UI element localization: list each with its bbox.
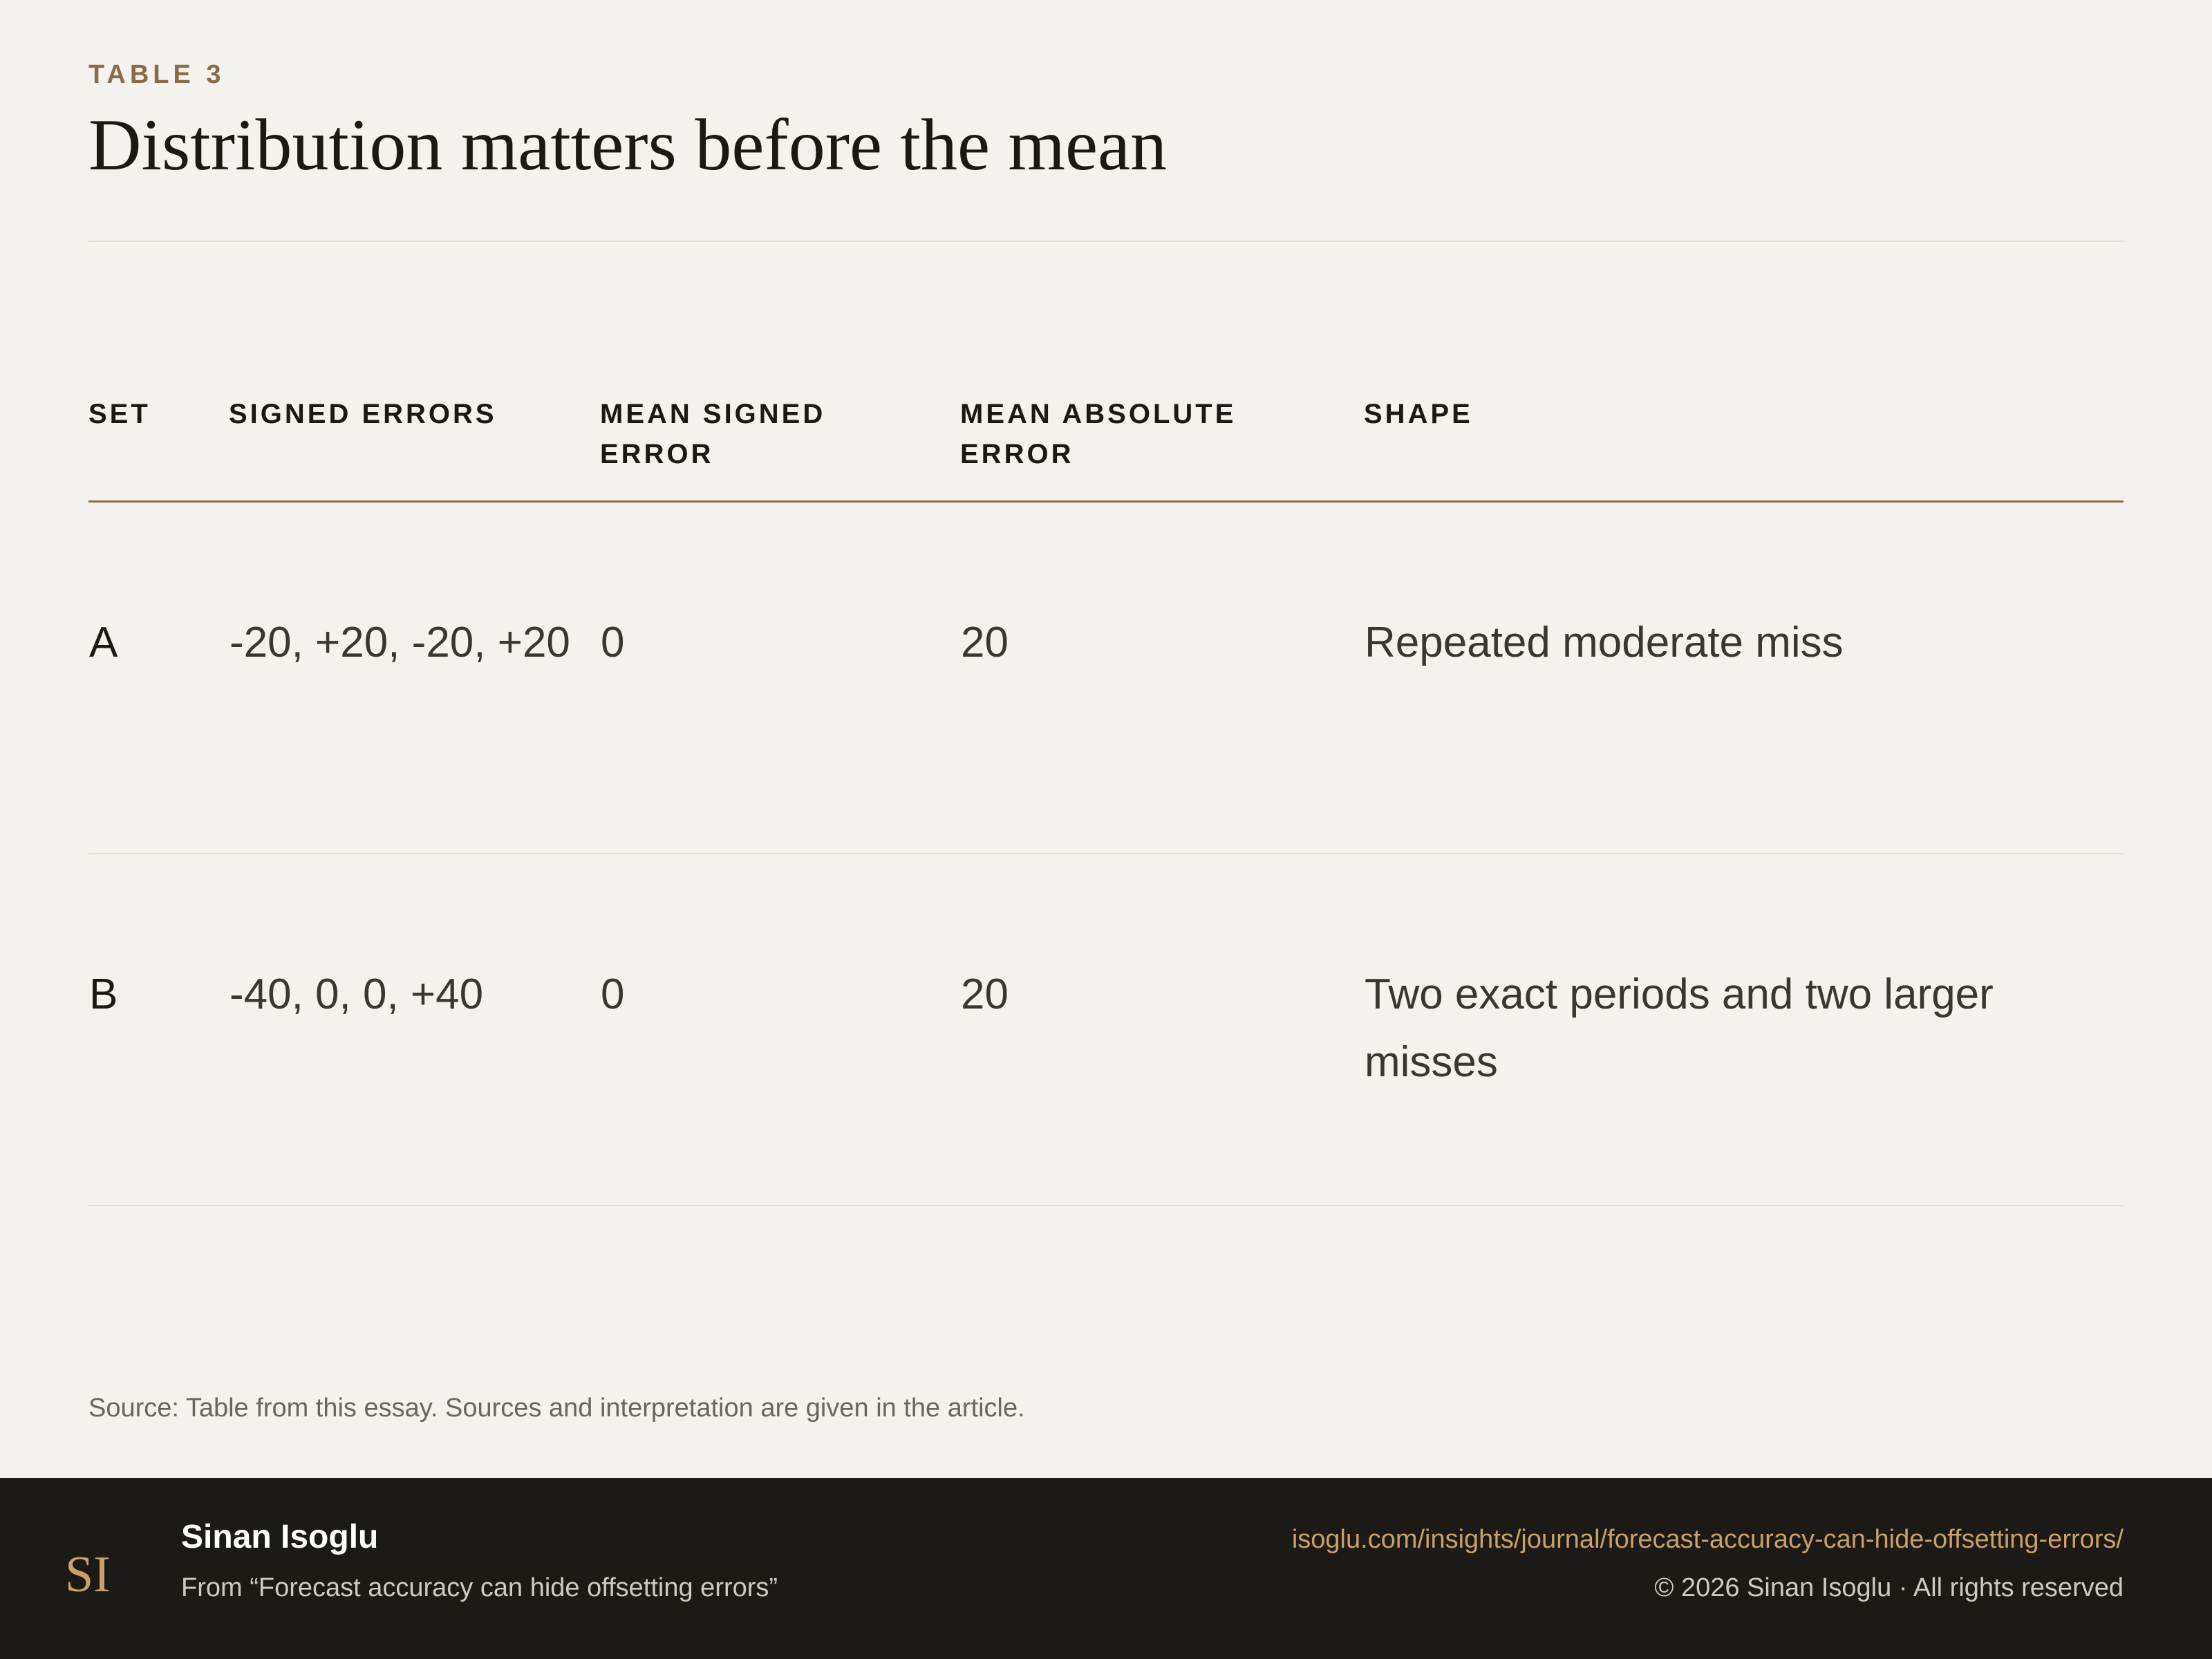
page-title: Distribution matters before the mean xyxy=(88,104,1168,185)
cell-signed-errors: -20, +20, -20, +20 xyxy=(229,502,600,854)
cell-mean-signed-error: 0 xyxy=(600,502,960,854)
cell-set: B xyxy=(88,854,229,1206)
article-reference: From “Forecast accuracy can hide offsetting errors” xyxy=(181,1573,778,1602)
table-label: TABLE 3 xyxy=(88,60,225,89)
cell-shape: Repeated moderate miss xyxy=(1364,502,2124,854)
error-table xyxy=(88,394,2124,1206)
copyright-notice: © 2026 Sinan Isoglu · All rights reserved xyxy=(1654,1573,2124,1602)
column-header-signed-errors: SIGNED ERRORS xyxy=(229,394,600,502)
cell-mean-signed-error: 0 xyxy=(600,854,960,1206)
column-header-mean-signed-error: MEAN SIGNED ERROR xyxy=(600,394,960,502)
column-header-set: SET xyxy=(88,394,229,502)
source-note: Source: Table from this essay. Sources and interpretation are given in the article. xyxy=(88,1394,1025,1423)
table-header-row xyxy=(88,394,2124,502)
cell-set: A xyxy=(88,502,229,854)
footer xyxy=(0,1478,2212,1659)
title-divider xyxy=(88,241,2124,242)
cell-shape: Two exact periods and two larger misses xyxy=(1364,854,2124,1206)
table-row xyxy=(88,502,2124,854)
table-row xyxy=(88,854,2124,1206)
cell-signed-errors: -40, 0, 0, +40 xyxy=(229,854,600,1206)
cell-mean-absolute-error: 20 xyxy=(960,502,1364,854)
monogram-logo xyxy=(64,1541,119,1604)
column-header-shape: SHAPE xyxy=(1364,394,2124,502)
cell-mean-absolute-error: 20 xyxy=(960,854,1364,1206)
article-url-link[interactable]: isoglu.com/insights/journal/forecast-accuracy-can-hide-offsetting-errors/ xyxy=(1291,1525,2124,1554)
svg-text:SI: SI xyxy=(65,1546,111,1603)
column-header-mean-absolute-error: MEAN ABSOLUTE ERROR xyxy=(960,394,1364,502)
author-name: Sinan Isoglu xyxy=(181,1519,379,1555)
